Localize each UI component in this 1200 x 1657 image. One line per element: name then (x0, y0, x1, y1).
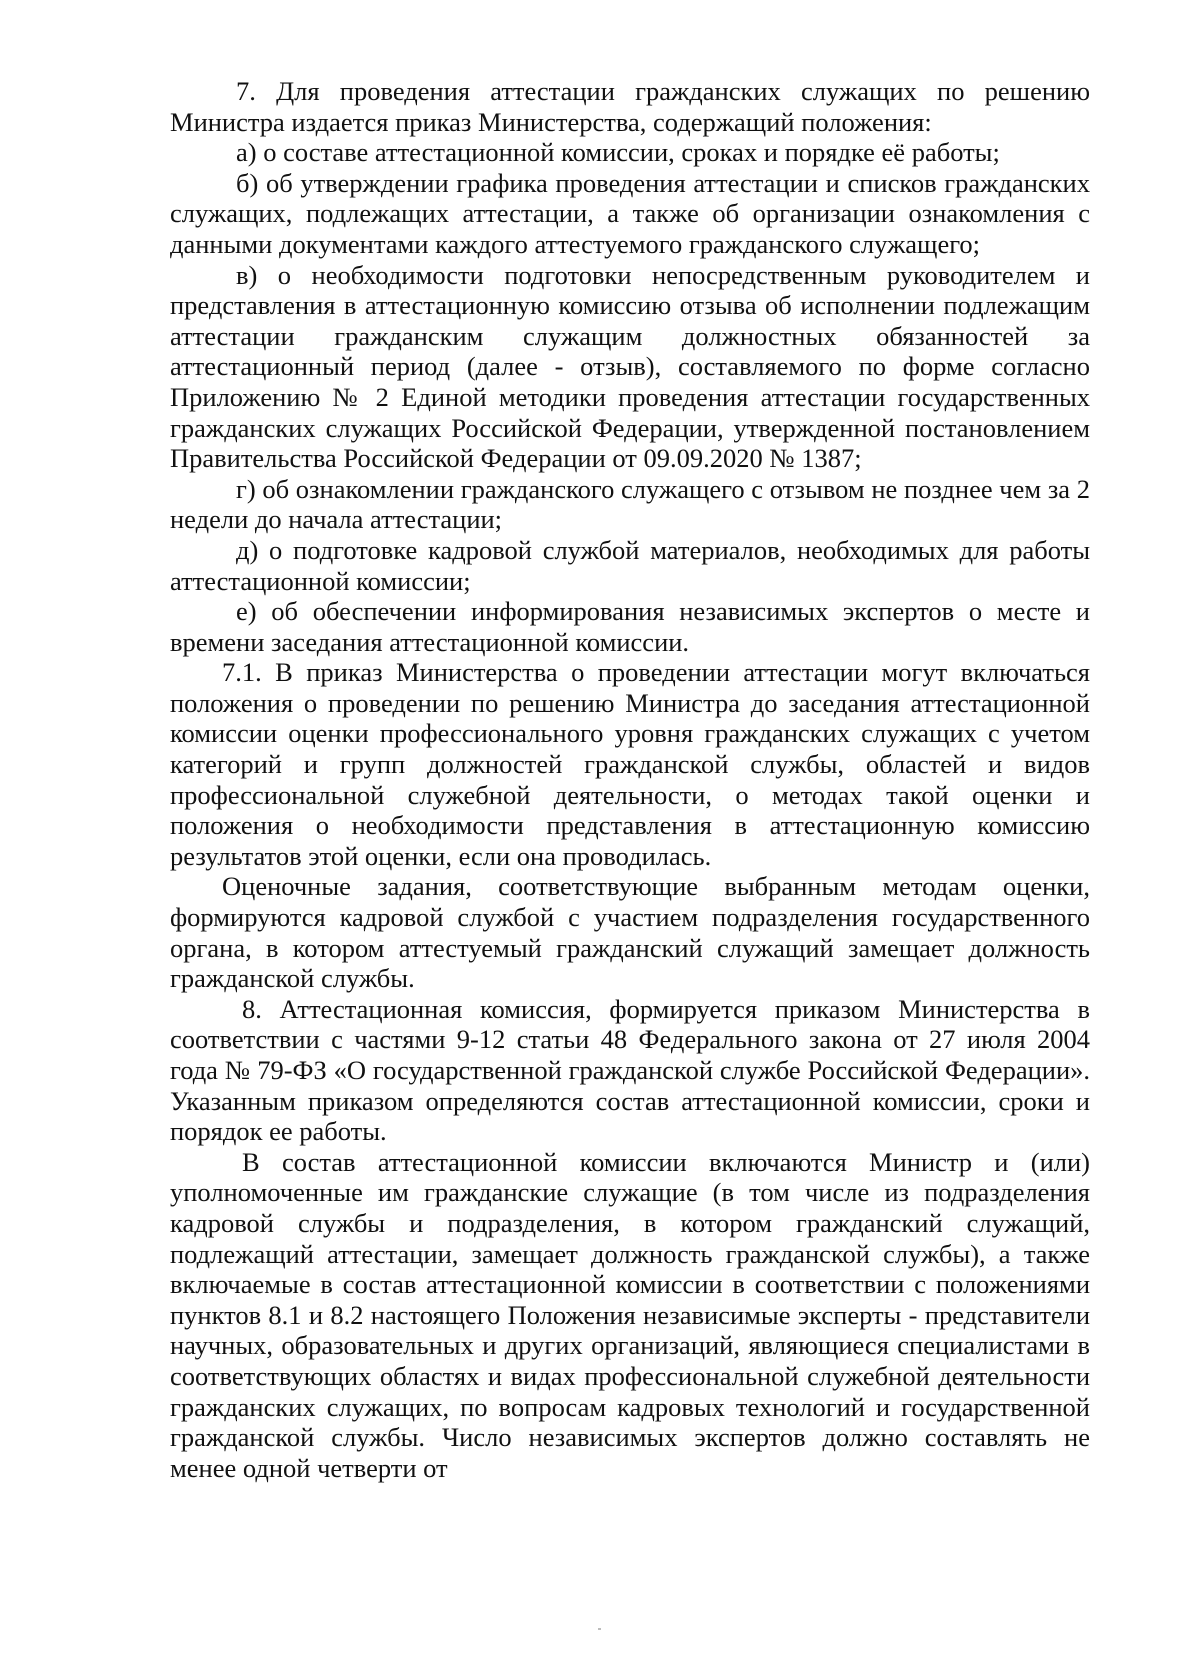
list-item-v: в) о необходимости подготовки непосредственным руководителем и представления в аттестационную комиссию отзыва об исполнении подлежащим аттестации гражданским служащим должностных обязанностей за аттестационный период (далее - отзыв), составляемого по форме согласно Приложению № 2 Единой методики проведения аттестации государственных гражданских служащих Российской Федерации, утвержденной постановлением Правительства Российской Федерации от 09.09.2020 № 1387; (170, 259, 1090, 474)
paragraph-8: 8. Аттестационная комиссия, формируется приказом Министерства в соответствии с частями 9-12 статьи 48 Федерального закона от 27 июля 2004 года № 79-ФЗ «О государственной гражданской службе Российской Федерации». Указанным приказом определяются состав аттестационной комиссии, сроки и порядок ее работы. (170, 993, 1090, 1147)
scan-artifact (598, 1628, 601, 1630)
list-item-b: б) об утверждении графика проведения аттестации и списков гражданских служащих, подлежащих аттестации, а также об организации ознакомления с данными документами каждого аттестуемого гражданского служащего; (170, 167, 1090, 259)
document-body (170, 76, 1090, 1483)
paragraph-commission-composition: В состав аттестационной комиссии включаются Министр и (или) уполномоченные им гражданские служащие (в том числе из подразделения кадровой службы и подразделения, в котором гражданский служащий, подлежащий аттестации, замещает должность гражданской службы), а также включаемые в состав аттестационной комиссии в соответствии с положениями пунктов 8.1 и 8.2 настоящего Положения независимые эксперты - представители научных, образовательных и других организаций, являющиеся специалистами в соответствующих областях и видах профессиональной служебной деятельности гражданских служащих, по вопросам кадровых технологий и государственной гражданской службы. Число независимых экспертов должно составлять не менее одной четверти от (170, 1146, 1090, 1483)
list-item-a: а) о составе аттестационной комиссии, сроках и порядке её работы; (236, 137, 1000, 168)
list-item-d: д) о подготовке кадровой службой материалов, необходимых для работы аттестационной комиссии; (170, 534, 1090, 596)
paragraph-7-1: 7.1. В приказ Министерства о проведении аттестации могут включаться положения о проведении по решению Министра до заседания аттестационной комиссии оценки профессионального уровня гражданских служащих с учетом категорий и групп должностей гражданской службы, областей и видов профессиональной служебной деятельности, о методах такой оценки и положения о необходимости представления в аттестационную комиссию результатов этой оценки, если она проводилась. (170, 657, 1090, 871)
paragraph-assessment-tasks: Оценочные задания, соответствующие выбранным методам оценки, формируются кадровой службой с участием подразделения государственного органа, в котором аттестуемый гражданский служащий замещает должность гражданской службы. (170, 871, 1090, 994)
paragraph-7: 7. Для проведения аттестации гражданских служащих по решению Министра издается приказ Министерства, содержащий положения: (170, 76, 1090, 137)
list-item-e: е) об обеспечении информирования независимых экспертов о месте и времени заседания аттестационной комиссии. (170, 596, 1090, 657)
list-item-g: г) об ознакомлении гражданского служащего с отзывом не позднее чем за 2 недели до начала аттестации; (170, 473, 1090, 535)
